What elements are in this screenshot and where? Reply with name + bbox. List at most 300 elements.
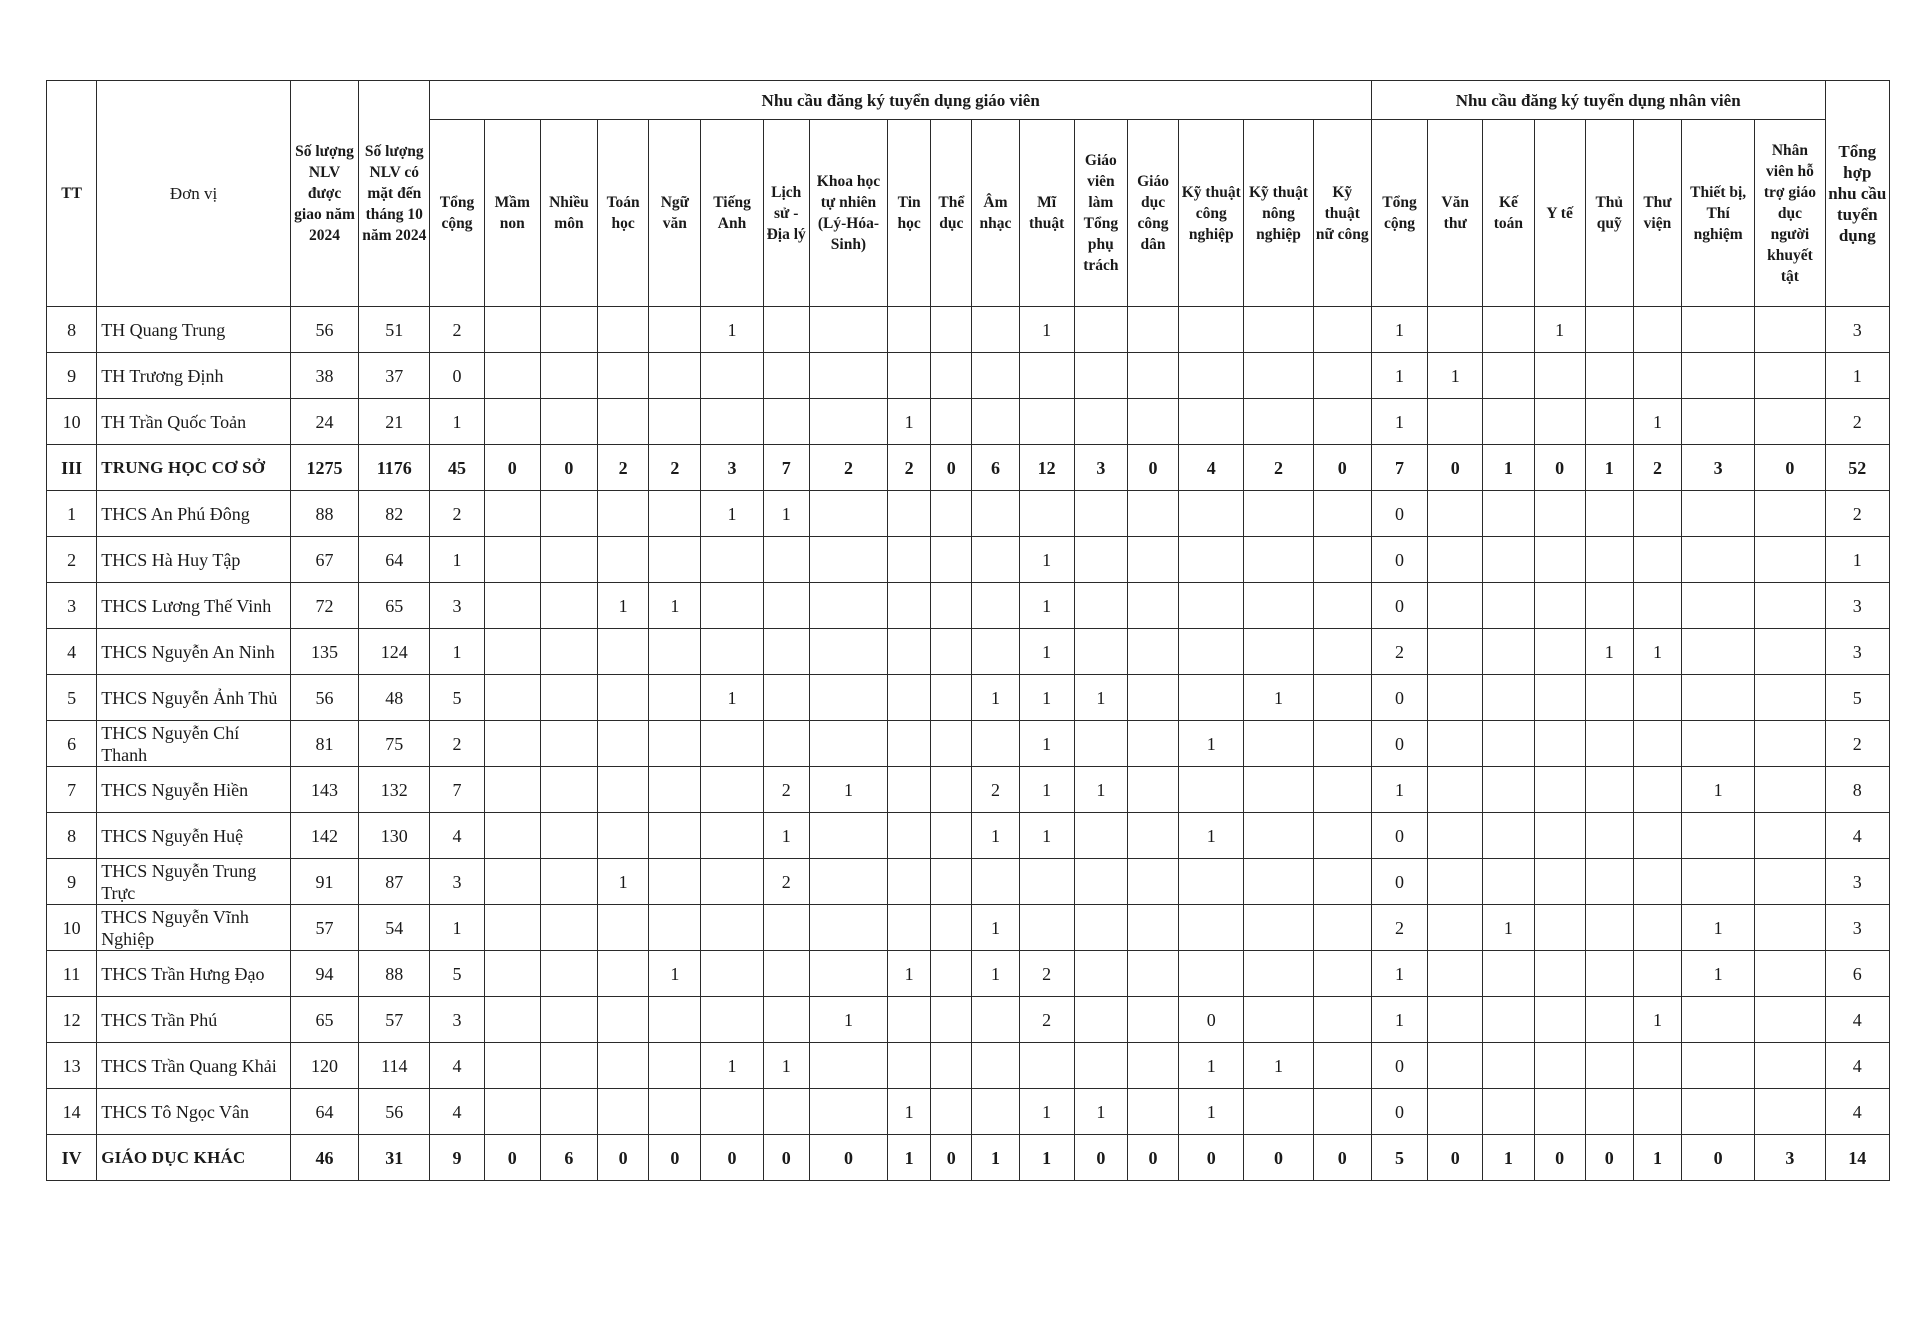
row-assigned-count: 72 bbox=[290, 583, 358, 629]
row-staff-need bbox=[1633, 353, 1681, 399]
row-staff-need bbox=[1428, 583, 1483, 629]
row-present-count: 56 bbox=[359, 1089, 430, 1135]
row-staff-need bbox=[1534, 583, 1585, 629]
row-teacher-need: 1 bbox=[972, 951, 1019, 997]
row-unit-name: THCS Nguyễn Huệ bbox=[97, 813, 291, 859]
row-unit-name: TRUNG HỌC CƠ SỞ bbox=[97, 445, 291, 491]
header-don-vi: Đơn vị bbox=[97, 81, 291, 307]
row-staff-need: 1 bbox=[1371, 997, 1427, 1043]
row-teacher-need bbox=[888, 491, 931, 537]
table-row bbox=[47, 813, 1890, 859]
row-unit-name: THCS Nguyễn Chí Thanh bbox=[97, 721, 291, 767]
row-teacher-need bbox=[888, 675, 931, 721]
row-teacher-need bbox=[598, 537, 649, 583]
row-staff-need bbox=[1755, 951, 1825, 997]
row-staff-need bbox=[1682, 629, 1755, 675]
row-teacher-need bbox=[1127, 537, 1178, 583]
row-staff-need: 1 bbox=[1371, 951, 1427, 997]
row-teacher-need bbox=[972, 1043, 1019, 1089]
row-teacher-need bbox=[931, 307, 972, 353]
row-teacher-need bbox=[888, 859, 931, 905]
row-tt: 1 bbox=[47, 491, 97, 537]
row-staff-need: 1 bbox=[1483, 1135, 1534, 1181]
row-teacher-need bbox=[972, 859, 1019, 905]
row-teacher-need: 0 bbox=[931, 1135, 972, 1181]
row-assigned-count: 143 bbox=[290, 767, 358, 813]
row-teacher-need bbox=[888, 905, 931, 951]
row-teacher-need bbox=[1313, 1089, 1371, 1135]
row-teacher-need bbox=[484, 859, 540, 905]
row-tt: 7 bbox=[47, 767, 97, 813]
row-assigned-count: 38 bbox=[290, 353, 358, 399]
header-giao-vien-col: Giáo viên làm Tổng phụ trách bbox=[1074, 120, 1127, 307]
row-teacher-need: 0 bbox=[598, 1135, 649, 1181]
row-staff-need bbox=[1534, 353, 1585, 399]
row-teacher-need: 0 bbox=[809, 1135, 887, 1181]
row-teacher-need bbox=[972, 491, 1019, 537]
row-staff-need bbox=[1585, 1089, 1633, 1135]
header-giao-vien-col: Kỹ thuật nông nghiệp bbox=[1244, 120, 1313, 307]
row-staff-need bbox=[1682, 399, 1755, 445]
row-teacher-need bbox=[809, 629, 887, 675]
row-teacher-need bbox=[1244, 353, 1313, 399]
row-teacher-need bbox=[540, 307, 597, 353]
row-staff-need: 3 bbox=[1682, 445, 1755, 491]
row-teacher-need: 3 bbox=[701, 445, 763, 491]
row-teacher-need: 1 bbox=[701, 307, 763, 353]
row-staff-need bbox=[1682, 859, 1755, 905]
row-unit-name: THCS Lương Thế Vinh bbox=[97, 583, 291, 629]
row-staff-need bbox=[1428, 1089, 1483, 1135]
row-teacher-need: 1 bbox=[888, 1089, 931, 1135]
row-staff-need bbox=[1585, 905, 1633, 951]
row-teacher-need: 2 bbox=[649, 445, 701, 491]
row-teacher-need bbox=[1019, 353, 1074, 399]
row-assigned-count: 1275 bbox=[290, 445, 358, 491]
row-staff-need bbox=[1633, 813, 1681, 859]
row-teacher-need bbox=[1244, 583, 1313, 629]
row-teacher-need bbox=[540, 721, 597, 767]
row-teacher-need bbox=[1313, 583, 1371, 629]
row-teacher-need bbox=[1179, 399, 1244, 445]
row-teacher-need bbox=[484, 813, 540, 859]
row-teacher-need: 0 bbox=[701, 1135, 763, 1181]
row-teacher-need: 45 bbox=[430, 445, 484, 491]
row-teacher-need: 2 bbox=[763, 859, 809, 905]
row-teacher-need bbox=[649, 859, 701, 905]
row-teacher-need bbox=[649, 399, 701, 445]
row-staff-need: 1 bbox=[1371, 353, 1427, 399]
row-teacher-need: 1 bbox=[888, 399, 931, 445]
row-teacher-need bbox=[888, 721, 931, 767]
row-staff-need: 1 bbox=[1585, 629, 1633, 675]
row-staff-need bbox=[1633, 951, 1681, 997]
row-teacher-need: 6 bbox=[540, 1135, 597, 1181]
row-teacher-need bbox=[1019, 905, 1074, 951]
row-teacher-need bbox=[484, 353, 540, 399]
row-staff-need: 1 bbox=[1682, 767, 1755, 813]
row-staff-need bbox=[1755, 629, 1825, 675]
row-staff-need bbox=[1682, 1089, 1755, 1135]
row-teacher-need bbox=[701, 813, 763, 859]
row-teacher-need bbox=[931, 399, 972, 445]
header-tong-hop: Tổng hợp nhu cầu tuyển dụng bbox=[1825, 81, 1889, 307]
row-total-need: 14 bbox=[1825, 1135, 1889, 1181]
row-staff-need: 0 bbox=[1585, 1135, 1633, 1181]
row-staff-need: 0 bbox=[1534, 445, 1585, 491]
row-staff-need: 1 bbox=[1483, 445, 1534, 491]
table-row bbox=[47, 905, 1890, 951]
row-unit-name: TH Trần Quốc Toản bbox=[97, 399, 291, 445]
row-present-count: 82 bbox=[359, 491, 430, 537]
row-teacher-need bbox=[1244, 307, 1313, 353]
row-tt: 10 bbox=[47, 399, 97, 445]
row-teacher-need bbox=[540, 767, 597, 813]
row-teacher-need bbox=[484, 997, 540, 1043]
row-staff-need bbox=[1428, 537, 1483, 583]
row-tt: III bbox=[47, 445, 97, 491]
row-staff-need bbox=[1428, 1043, 1483, 1089]
row-teacher-need: 7 bbox=[430, 767, 484, 813]
row-tt: 14 bbox=[47, 1089, 97, 1135]
row-teacher-need bbox=[484, 583, 540, 629]
header-giao-vien-col: Thể dục bbox=[931, 120, 972, 307]
row-teacher-need bbox=[484, 1089, 540, 1135]
row-teacher-need bbox=[649, 767, 701, 813]
row-teacher-need: 1 bbox=[1019, 813, 1074, 859]
row-staff-need bbox=[1682, 353, 1755, 399]
row-teacher-need: 0 bbox=[1127, 1135, 1178, 1181]
row-total-need: 3 bbox=[1825, 307, 1889, 353]
row-teacher-need: 9 bbox=[430, 1135, 484, 1181]
row-staff-need: 1 bbox=[1633, 1135, 1681, 1181]
row-teacher-need bbox=[1127, 721, 1178, 767]
row-teacher-need bbox=[763, 399, 809, 445]
row-teacher-need bbox=[931, 537, 972, 583]
row-staff-need bbox=[1585, 307, 1633, 353]
row-assigned-count: 91 bbox=[290, 859, 358, 905]
row-teacher-need bbox=[598, 767, 649, 813]
row-teacher-need: 1 bbox=[1179, 721, 1244, 767]
row-staff-need bbox=[1633, 1089, 1681, 1135]
row-present-count: 1176 bbox=[359, 445, 430, 491]
row-teacher-need bbox=[809, 491, 887, 537]
row-teacher-need: 1 bbox=[1019, 1135, 1074, 1181]
row-teacher-need bbox=[484, 905, 540, 951]
row-staff-need bbox=[1755, 767, 1825, 813]
row-teacher-need bbox=[1244, 767, 1313, 813]
row-teacher-need bbox=[484, 629, 540, 675]
row-teacher-need: 0 bbox=[1074, 1135, 1127, 1181]
row-unit-name: THCS Nguyễn Ảnh Thủ bbox=[97, 675, 291, 721]
row-staff-need bbox=[1633, 537, 1681, 583]
row-teacher-need: 1 bbox=[1074, 767, 1127, 813]
table-row bbox=[47, 629, 1890, 675]
row-teacher-need: 1 bbox=[1244, 1043, 1313, 1089]
row-teacher-need: 1 bbox=[1019, 721, 1074, 767]
row-staff-need bbox=[1755, 1089, 1825, 1135]
row-teacher-need bbox=[1313, 721, 1371, 767]
row-teacher-need: 2 bbox=[430, 307, 484, 353]
row-teacher-need bbox=[972, 399, 1019, 445]
row-tt: IV bbox=[47, 1135, 97, 1181]
row-teacher-need bbox=[888, 997, 931, 1043]
row-teacher-need bbox=[540, 905, 597, 951]
row-teacher-need bbox=[540, 859, 597, 905]
row-staff-need: 7 bbox=[1371, 445, 1427, 491]
row-teacher-need bbox=[1074, 905, 1127, 951]
row-staff-need bbox=[1428, 813, 1483, 859]
row-teacher-need bbox=[484, 307, 540, 353]
row-assigned-count: 64 bbox=[290, 1089, 358, 1135]
row-teacher-need bbox=[649, 1089, 701, 1135]
row-teacher-need bbox=[1313, 905, 1371, 951]
row-teacher-need bbox=[1074, 997, 1127, 1043]
row-teacher-need bbox=[484, 399, 540, 445]
row-teacher-need bbox=[701, 399, 763, 445]
header-giao-vien-col: Tiếng Anh bbox=[701, 120, 763, 307]
row-teacher-need bbox=[484, 537, 540, 583]
table-row bbox=[47, 1043, 1890, 1089]
row-staff-need bbox=[1755, 583, 1825, 629]
row-staff-need: 0 bbox=[1371, 813, 1427, 859]
row-assigned-count: 56 bbox=[290, 307, 358, 353]
table-row bbox=[47, 583, 1890, 629]
row-tt: 12 bbox=[47, 997, 97, 1043]
row-teacher-need bbox=[649, 1043, 701, 1089]
row-teacher-need bbox=[763, 997, 809, 1043]
row-teacher-need: 4 bbox=[430, 1043, 484, 1089]
row-staff-need: 2 bbox=[1371, 629, 1427, 675]
row-total-need: 52 bbox=[1825, 445, 1889, 491]
row-total-need: 5 bbox=[1825, 675, 1889, 721]
row-staff-need bbox=[1755, 307, 1825, 353]
header-nhan-vien-col: Thiết bị, Thí nghiệm bbox=[1682, 120, 1755, 307]
row-teacher-need bbox=[763, 353, 809, 399]
row-staff-need bbox=[1534, 629, 1585, 675]
row-teacher-need bbox=[598, 951, 649, 997]
row-teacher-need: 2 bbox=[430, 721, 484, 767]
row-teacher-need bbox=[1019, 859, 1074, 905]
header-giao-vien-col: Ngữ văn bbox=[649, 120, 701, 307]
row-present-count: 48 bbox=[359, 675, 430, 721]
row-teacher-need: 0 bbox=[430, 353, 484, 399]
row-teacher-need bbox=[972, 307, 1019, 353]
row-total-need: 2 bbox=[1825, 399, 1889, 445]
row-teacher-need bbox=[1179, 859, 1244, 905]
row-teacher-need bbox=[1179, 951, 1244, 997]
row-teacher-need: 1 bbox=[1019, 629, 1074, 675]
row-total-need: 3 bbox=[1825, 629, 1889, 675]
row-present-count: 57 bbox=[359, 997, 430, 1043]
row-assigned-count: 88 bbox=[290, 491, 358, 537]
row-staff-need bbox=[1483, 399, 1534, 445]
row-teacher-need bbox=[701, 951, 763, 997]
table-row bbox=[47, 399, 1890, 445]
row-teacher-need bbox=[598, 491, 649, 537]
table-row bbox=[47, 767, 1890, 813]
row-staff-need: 0 bbox=[1371, 859, 1427, 905]
row-total-need: 1 bbox=[1825, 353, 1889, 399]
row-teacher-need: 1 bbox=[1019, 675, 1074, 721]
header-giao-vien-col: Toán học bbox=[598, 120, 649, 307]
row-teacher-need bbox=[888, 1043, 931, 1089]
row-teacher-need bbox=[1313, 813, 1371, 859]
row-teacher-need: 6 bbox=[972, 445, 1019, 491]
row-teacher-need: 0 bbox=[484, 445, 540, 491]
row-unit-name: THCS Nguyễn Hiền bbox=[97, 767, 291, 813]
row-teacher-need bbox=[649, 813, 701, 859]
row-teacher-need: 2 bbox=[598, 445, 649, 491]
row-teacher-need bbox=[701, 905, 763, 951]
row-teacher-need bbox=[931, 859, 972, 905]
row-teacher-need bbox=[763, 721, 809, 767]
row-staff-need bbox=[1534, 997, 1585, 1043]
row-staff-need bbox=[1682, 675, 1755, 721]
row-teacher-need bbox=[649, 307, 701, 353]
row-teacher-need bbox=[931, 491, 972, 537]
recruitment-table-sheet bbox=[46, 80, 1890, 1181]
row-teacher-need bbox=[598, 399, 649, 445]
row-assigned-count: 46 bbox=[290, 1135, 358, 1181]
row-teacher-need: 1 bbox=[1019, 307, 1074, 353]
row-staff-need bbox=[1428, 951, 1483, 997]
row-teacher-need bbox=[931, 353, 972, 399]
header-giao-vien-col: Lịch sử - Địa lý bbox=[763, 120, 809, 307]
row-teacher-need: 5 bbox=[430, 675, 484, 721]
row-teacher-need: 1 bbox=[1074, 1089, 1127, 1135]
row-teacher-need: 4 bbox=[430, 1089, 484, 1135]
row-teacher-need bbox=[598, 997, 649, 1043]
row-teacher-need bbox=[809, 353, 887, 399]
row-teacher-need bbox=[701, 721, 763, 767]
row-teacher-need bbox=[598, 813, 649, 859]
row-staff-need bbox=[1585, 537, 1633, 583]
row-teacher-need bbox=[484, 767, 540, 813]
row-teacher-need: 1 bbox=[430, 629, 484, 675]
row-staff-need bbox=[1682, 537, 1755, 583]
row-total-need: 2 bbox=[1825, 721, 1889, 767]
row-teacher-need bbox=[540, 537, 597, 583]
row-teacher-need: 1 bbox=[1019, 767, 1074, 813]
row-tt: 13 bbox=[47, 1043, 97, 1089]
row-teacher-need: 12 bbox=[1019, 445, 1074, 491]
row-teacher-need bbox=[1244, 629, 1313, 675]
row-teacher-need bbox=[972, 1089, 1019, 1135]
row-staff-need: 0 bbox=[1371, 583, 1427, 629]
row-staff-need bbox=[1755, 675, 1825, 721]
row-staff-need bbox=[1483, 583, 1534, 629]
row-teacher-need bbox=[972, 537, 1019, 583]
row-teacher-need bbox=[809, 813, 887, 859]
header-giao-vien-col: Khoa học tự nhiên (Lý-Hóa-Sinh) bbox=[809, 120, 887, 307]
row-teacher-need bbox=[598, 307, 649, 353]
row-teacher-need bbox=[540, 675, 597, 721]
row-staff-need bbox=[1633, 307, 1681, 353]
row-teacher-need: 1 bbox=[972, 813, 1019, 859]
row-teacher-need bbox=[598, 721, 649, 767]
row-teacher-need bbox=[931, 629, 972, 675]
row-teacher-need bbox=[1179, 307, 1244, 353]
row-staff-need bbox=[1633, 491, 1681, 537]
row-teacher-need bbox=[1074, 399, 1127, 445]
row-teacher-need bbox=[701, 997, 763, 1043]
row-staff-need: 1 bbox=[1428, 353, 1483, 399]
row-teacher-need bbox=[809, 951, 887, 997]
row-staff-need bbox=[1483, 859, 1534, 905]
row-teacher-need bbox=[1127, 1089, 1178, 1135]
row-teacher-need: 2 bbox=[1244, 445, 1313, 491]
row-teacher-need bbox=[763, 583, 809, 629]
header-so-luong-giao: Số lượng NLV được giao năm 2024 bbox=[290, 81, 358, 307]
row-tt: 11 bbox=[47, 951, 97, 997]
row-teacher-need bbox=[1179, 629, 1244, 675]
row-staff-need: 3 bbox=[1755, 1135, 1825, 1181]
row-teacher-need: 1 bbox=[1074, 675, 1127, 721]
row-total-need: 2 bbox=[1825, 491, 1889, 537]
row-tt: 2 bbox=[47, 537, 97, 583]
row-teacher-need bbox=[484, 675, 540, 721]
row-staff-need bbox=[1682, 997, 1755, 1043]
row-staff-need bbox=[1633, 1043, 1681, 1089]
row-teacher-need bbox=[809, 1089, 887, 1135]
row-teacher-need bbox=[1313, 1043, 1371, 1089]
row-teacher-need bbox=[540, 1089, 597, 1135]
row-teacher-need bbox=[1244, 1089, 1313, 1135]
row-teacher-need bbox=[1019, 399, 1074, 445]
row-teacher-need bbox=[888, 307, 931, 353]
header-nhan-vien-col: Kế toán bbox=[1483, 120, 1534, 307]
row-teacher-need bbox=[484, 721, 540, 767]
table-row bbox=[47, 721, 1890, 767]
row-staff-need bbox=[1534, 905, 1585, 951]
row-staff-need: 5 bbox=[1371, 1135, 1427, 1181]
row-teacher-need bbox=[1179, 537, 1244, 583]
row-teacher-need bbox=[1019, 1043, 1074, 1089]
row-teacher-need bbox=[598, 1043, 649, 1089]
row-teacher-need bbox=[701, 583, 763, 629]
row-teacher-need bbox=[1179, 353, 1244, 399]
row-teacher-need bbox=[1313, 859, 1371, 905]
row-teacher-need bbox=[484, 1043, 540, 1089]
row-unit-name: THCS Hà Huy Tập bbox=[97, 537, 291, 583]
row-teacher-need: 0 bbox=[1179, 997, 1244, 1043]
row-teacher-need bbox=[931, 583, 972, 629]
row-teacher-need: 0 bbox=[540, 445, 597, 491]
row-staff-need bbox=[1483, 721, 1534, 767]
row-teacher-need bbox=[1244, 491, 1313, 537]
row-teacher-need bbox=[809, 721, 887, 767]
row-teacher-need bbox=[809, 537, 887, 583]
row-present-count: 132 bbox=[359, 767, 430, 813]
row-staff-need: 1 bbox=[1371, 399, 1427, 445]
row-staff-need bbox=[1483, 767, 1534, 813]
row-teacher-need bbox=[1244, 997, 1313, 1043]
row-teacher-need bbox=[931, 813, 972, 859]
row-teacher-need bbox=[809, 905, 887, 951]
row-total-need: 4 bbox=[1825, 813, 1889, 859]
row-staff-need bbox=[1682, 721, 1755, 767]
row-teacher-need bbox=[701, 629, 763, 675]
row-tt: 10 bbox=[47, 905, 97, 951]
row-teacher-need: 1 bbox=[701, 491, 763, 537]
row-present-count: 54 bbox=[359, 905, 430, 951]
row-staff-need bbox=[1585, 813, 1633, 859]
row-teacher-need: 1 bbox=[809, 997, 887, 1043]
row-teacher-need bbox=[598, 629, 649, 675]
row-teacher-need bbox=[598, 1089, 649, 1135]
row-teacher-need bbox=[484, 951, 540, 997]
